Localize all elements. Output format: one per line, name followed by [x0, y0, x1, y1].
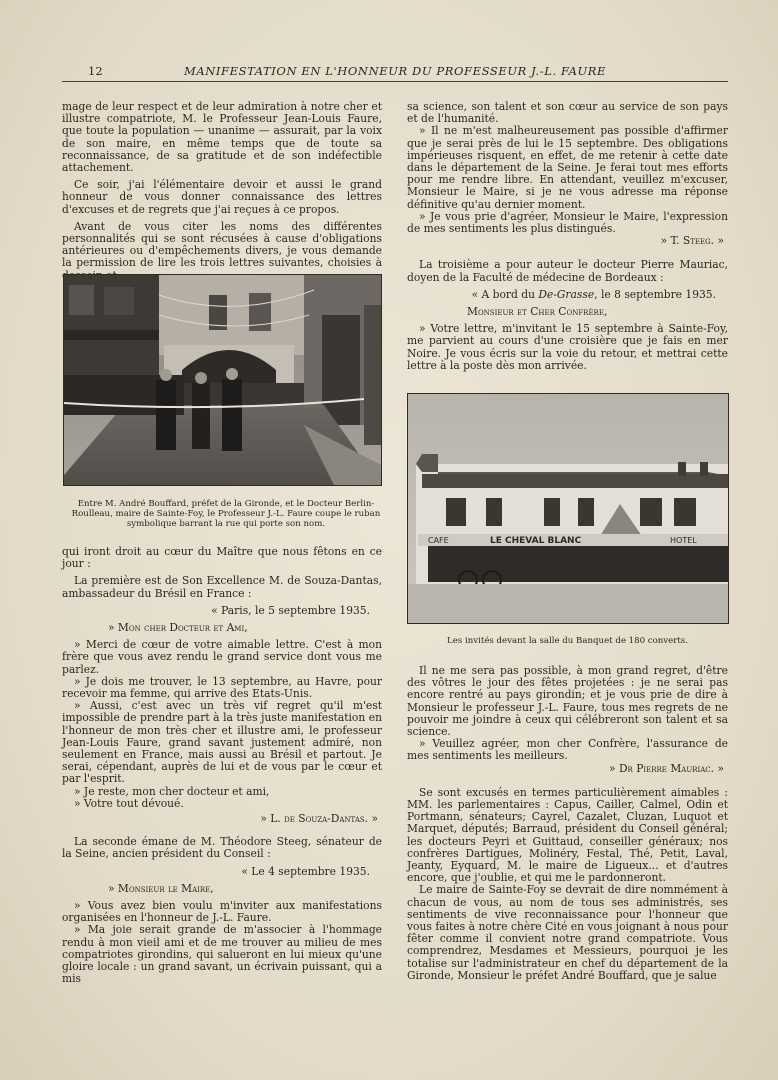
sign-cafe: CAFE: [428, 536, 449, 545]
right-column-bottom: [407, 665, 728, 987]
letter-line: » Vous avez bien voulu m'inviter aux manifestations organisées en l'honneur de J.-L. Faure.: [62, 899, 382, 925]
date-suffix: , le 8 septembre 1935.: [594, 287, 716, 301]
letter-line: » Je reste, mon cher docteur et ami,: [74, 784, 270, 798]
letter-line: » Il ne m'est malheureusement pas possible d'affirmer que je serai près de lui le 15 septembre. Des obligations impérieuses risquent, en effet, de me retenir à cette date dans le département de la Seine. Je ferai tout mes efforts pour me rendre libre. En attendant, veuillez m'excuser, Monsieur le Maire, si je ne vous adresse ma réponse définitive qu'au dernier moment.: [407, 124, 728, 211]
cheval-blanc-image: [408, 394, 728, 623]
ribbon-ceremony-photo: [63, 274, 382, 486]
letter-signature: » T. Steeg. »: [660, 234, 724, 248]
photo-caption: Entre M. André Bouffard, préfet de la Gironde, et le Docteur Berlin-Roulleau, maire de Sainte-Foy, le Professeur J.-L. Faure coupe le ruban symbolique barrant la rue qui porte son nom.: [71, 499, 381, 530]
ship-name: De-Grasse: [538, 287, 595, 301]
running-header: [62, 62, 728, 80]
letter-date: [407, 289, 728, 301]
letter-line: » Je dois me trouver, le 13 septembre, au Havre, pour recevoir ma femme, qui arrive des Etats-Unis.: [62, 674, 382, 701]
letter-salutation: » Mon cher Docteur et Ami,: [108, 621, 248, 635]
letter-salutation: Monsieur et Cher Confrère,: [467, 305, 608, 319]
ribbon-ceremony-image: [64, 275, 381, 485]
date-prefix: « A bord du: [471, 287, 539, 301]
letter-signature: » L. de Souza-Dantas. »: [260, 812, 378, 826]
paragraph: La troisième a pour auteur le docteur Pierre Mauriac, doyen de la Faculté de médecine de Bordeaux :: [407, 258, 728, 284]
paragraph: Le maire de Sainte-Foy se devrait de dire nommément à chacun de vous, au nom de tous ses administrés, ses sentiments de vive reconnaissance pour l'honneur que vous faites à notre chère Cité en vous joignant à nous pour fêter comme il convient notre grand compatriote. Vous comprendrez, Mesdames et Messieurs, pourquoi je les totalise sur l'administrateur en chef du département de la Gironde, Monsieur le préfet André Bouffard, que je salue: [407, 883, 728, 982]
letter-line: » Je vous prie d'agréer, Monsieur le Maire, l'expression de mes sentiments les plus distingués.: [407, 209, 728, 236]
letter-line: » Votre tout dévoué.: [74, 796, 184, 810]
sign-cheval-blanc: LE CHEVAL BLANC: [490, 536, 582, 546]
letter-line: » Merci de cœur de votre aimable lettre. C'est à mon frère que vous avez rendu le grand service dont vous me parlez.: [62, 638, 382, 676]
paragraph: sa science, son talent et son cœur au service de son pays et de l'humanité.: [407, 100, 728, 126]
photo-caption: Les invités devant la salle du Banquet de 180 converts.: [447, 636, 688, 646]
header-rule: [62, 81, 728, 82]
letter-date: « Paris, le 5 septembre 1935.: [211, 603, 370, 617]
paragraph: Ce soir, j'ai l'élémentaire devoir et aussi le grand honneur de vous donner connaissance des lettres d'excuses et de regrets que j'ai reçues à ce propos.: [62, 178, 382, 216]
paragraph: qui iront droit au cœur du Maître que nous fêtons en ce jour :: [62, 545, 382, 571]
letter-line: » Aussi, c'est avec un très vif regret qu'il m'est impossible de prendre part à la très juste manifestation en l'honneur de mon très cher et illustre ami, le professeur Jean-Louis Faure, grand savant justement admiré, non seulement en France, mais aussi au Brésil et partout. Je serai, cépendant, auprès de lui et de vous par le cœur et par l'esprit.: [62, 699, 382, 786]
paragraph: Avant de vous citer les noms des différentes personnalités qui se sont récusées à cause d'obligations antérieures ou d'empêchements divers, je vous demande la permission de lire les trois lettres suivantes, choisies à: [62, 219, 382, 270]
letter-date: « Le 4 septembre 1935.: [241, 864, 370, 878]
cheval-blanc-photo: [407, 393, 729, 624]
paragraph: La première est de Son Excellence M. de Souza-Dantas, ambassadeur du Brésil en France :: [62, 574, 382, 600]
running-title: MANIFESTATION EN L'HONNEUR DU PROFESSEUR J.-L. FAURE: [183, 64, 607, 78]
right-column-top: [407, 101, 728, 377]
paragraph: Se sont excusés en termes particulièrement aimables : MM. les parlementaires : Capus, Cailler, Calmel, Odin et Portmann, sénateurs; Cayrel, Cazalet, Cluzan, Luquot et Marquet, députés; Barraud, président du Conseil général; les docteurs Peyri et Guittaud, conseiller généraux; nos confrères Dartigues, Molinéry, Festal, Thé, Petit, Laval, Jeanty, Eyquard, M. le maire de Ligueux... et d'autres encore, que j'oublie, et qui me le pardonneront.: [407, 785, 728, 885]
left-column-bottom: [62, 546, 382, 991]
letter-line: » Ma joie serait grande de m'associer à l'hommage rendu à mon vieil ami et de me trouver au milieu de mes compatriotes girondins, qui salueront en lui mieux qu'une gloire locale : un grand savant, un écrivain puissant, qui a mis: [62, 923, 382, 986]
letter-line: » Votre lettre, m'invitant le 15 septembre à Sainte-Foy, me parvient au cours d'une croisière que je fais en mer Noire. Je vous écris sur la voie du retour, et mettrai cette lettre à la poste dès mon arrivée.: [407, 322, 728, 372]
letter-signature: » Dr Pierre Mauriac. »: [609, 761, 724, 775]
sign-hotel: HOTEL: [670, 536, 697, 545]
letter-salutation: » Monsieur le Maire,: [108, 881, 214, 895]
paragraph: La seconde émane de M. Théodore Steeg, sénateur de la Seine, ancien président du Conseil :: [62, 835, 382, 861]
paragraph: mage de leur respect et de leur admiration à notre cher et illustre compatriote, M. le Professeur Jean-Louis Faure, que toute la population — unanime — assurait, par la voix de son maire, en même temps que de toute sa reconnaissance, de sa gratitude et de son indéfectible attachement.: [62, 100, 382, 175]
page-number: 12: [88, 64, 103, 78]
letter-line: » Veuillez agréer, mon cher Confrère, l'assurance de mes sentiments les meilleurs.: [407, 737, 728, 763]
paragraph: Il ne me sera pas possible, à mon grand regret, d'être des vôtres le jour des fêtes projetées : je ne serai pas encore rentré au pays girondin; et je vous prie de dire à Monsieur le professeur J.-L. Faure, tous mes regrets de ne pouvoir me joindre à ceux qui célébreront son talent et sa science.: [407, 664, 728, 739]
left-column-top: [62, 101, 382, 287]
